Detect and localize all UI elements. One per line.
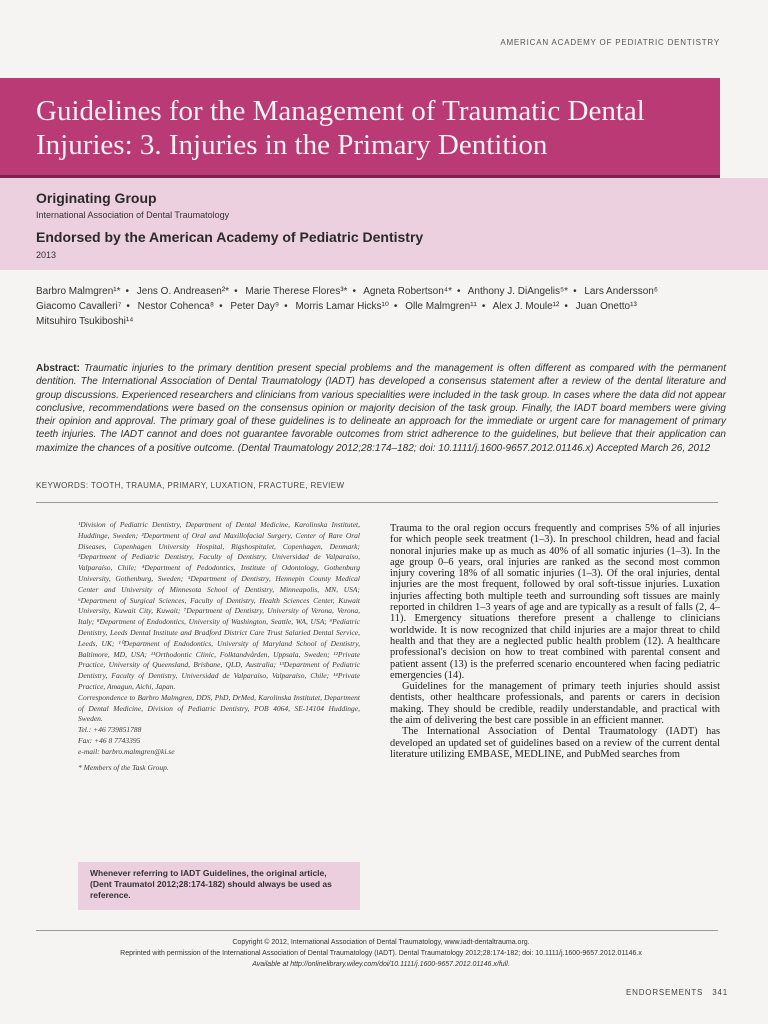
telephone: Tel.: +46 739851788 [78, 725, 142, 735]
author: Marie Therese Flores³* [245, 286, 348, 297]
title-line-1: Guidelines for the Management of Traumatic Dental [36, 95, 645, 127]
author-line-3 [36, 314, 726, 329]
originating-body: International Association of Dental Traumatology [36, 210, 230, 220]
author: Lars Andersson⁶ [584, 286, 658, 297]
author: Olle Malmgren¹¹ [405, 301, 477, 312]
author: Alex J. Moule¹² [492, 301, 560, 312]
footer-divider [36, 930, 718, 931]
reference-note: Whenever referring to IADT Guidelines, the original article, (Dent Traumatol 2012;28:174-182) should always be used as reference. [78, 862, 360, 910]
author: Juan Onetto¹³ [575, 301, 637, 312]
paragraph: The International Association of Dental Traumatology (IADT) has developed an updated set of guidelines based on a review of the current dental literature utilizing EMBASE, MEDLINE, and PubMed searches from [390, 726, 720, 760]
affiliations [78, 520, 360, 773]
title-line-2: Injuries: 3. Injuries in the Primary Dentition [36, 129, 548, 161]
fax: Fax: +46 8 7743395 [78, 735, 141, 745]
correspondence: Correspondence to Barbro Malmgren, DDS, PhD, DrMed, Karolinska Institutet, Department of Dental Medicine, Division of Pediatric Dentistry, POB 4064, SE-14104 Huddinge, Sweden. [78, 692, 360, 724]
abstract-label: Abstract: [36, 363, 80, 374]
author: Morris Lamar Hicks¹⁰ [295, 301, 389, 312]
article-body [390, 523, 720, 760]
author: Nestor Cohenca⁸ [137, 301, 215, 312]
author: Mitsuhiro Tsukiboshi¹⁴ [36, 316, 134, 327]
paragraph: Guidelines for the management of primary teeth injuries should assist dentists, other healthcare professionals, and parents or carers in decision making. They should be credible, readily understandable, and practical with the aim of delivering the best care possible in an efficient manner. [390, 681, 720, 727]
author: Giacomo Cavalleri⁷ [36, 301, 122, 312]
article-title [36, 94, 706, 162]
copyright-line: Copyright © 2012, International Association of Dental Traumatology, www.iadt-dentaltrauma.org. [232, 939, 530, 946]
keywords: KEYWORDS: TOOTH, TRAUMA, PRIMARY, LUXATION, FRACTURE, REVIEW [36, 481, 345, 490]
author: Peter Day⁹ [230, 301, 280, 312]
section-label: ENDORSEMENTS [626, 988, 704, 997]
affiliation-list: ¹Division of Pediatric Dentistry, Department of Dental Medicine, Karolinska Institutet, Huddinge, Sweden; ²Department of Oral and Maxillofacial Surgery, Center of Rare Oral Diseases, Copenhagen University Hospital, Rigshospitalet, Copenhagen, Denmark; ³Department of Pediatric Dentistry, Faculty of Dentistry, Universidad de Valparaíso, Valparaíso, Chile; ⁴Department of Pedodontics, Institute of Odontology, Gothenburg University, Gothenburg, Sweden; ⁵Department of Dentistry, Hennepin County Medical Center and University of Minnesota School of Dentistry, Minneapolis, MN, USA; ⁶Department of Surgical Sciences, Faculty of Dentistry, Health Sciences Center, Kuwait University, Kuwait City, Kuwait; ⁷Department of Dentistry, University of Verona, Verona, Italy; ⁸Department of Endodontics, University of Washington, Seattle, WA, USA; ⁹Pediatric Dentistry, Leeds Dental Institute and Bradford District Care Trust Salaried Dental Service, Leeds, UK; ¹⁰Department of Endodontics, University of Maryland School of Dentistry, Baltimore, MD, USA; ¹¹Orthodontic Clinic, Folktandvården, Uppsala, Sweden; ¹²Private Practice, University of Queensland, Brisbane, QLD, Australia; ¹³Department of Pediatric Dentistry, Faculty of Dentistry, Universidad de Valparaíso, Valparaíso, Chile; ¹⁴Private Practice, Amagun, Aichi, Japan. [78, 520, 360, 691]
author-line-1: Barbro Malmgren¹* • Jens O. Andreasen²* • Marie Therese Flores³* • Agneta Robertson⁴* • Anthony J. DiAngelis⁵* • Lars Andersson⁶ [36, 286, 658, 297]
author: Jens O. Andreasen²* [136, 286, 230, 297]
originating-heading: Originating Group [36, 190, 157, 206]
reprint-line: Reprinted with permission of the International Association of Dental Traumatology (IADT). Dental Traumatology 2012;28:174-182; doi: 10.1111/j.1600-9657.2012.01146.x [120, 950, 642, 957]
journal-header: AMERICAN ACADEMY OF PEDIATRIC DENTISTRY [500, 38, 720, 47]
title-banner [0, 78, 720, 178]
email: e-mail: barbro.malmgren@ki.se [78, 746, 175, 756]
page-number: 341 [712, 988, 728, 997]
abstract-text: Traumatic injuries to the primary dentition present special problems and the management is often different as compared with the permanent dentition. The International Association of Dental Traumatology (IADT) has developed a consensus statement after a review of the dental literature and group discussions. Experienced researchers and clinicians from various specialities were included in the task group. In cases where the data did not appear conclusive, recommendations were based on the consensus opinion or majority decision of the task group. Finally, the IADT board members were giving their opinion and approval. The primary goal of these guidelines is to delineate an approach for the immediate or urgent care for management of primary teeth injuries. The IADT cannot and does not guarantee favorable outcomes from strict adherence to the guidelines, but believe that their application can maximize the chances of a positive outcome. (Dental Traumatology 2012;28:174–182; doi: 10.1111/j.1600-9657.2012.01146.x) Accepted March 26, 2012 [36, 363, 727, 454]
page-footer [626, 988, 728, 997]
task-group-note: * Members of the Task Group. [78, 762, 169, 772]
section-divider [36, 502, 718, 503]
endorsement-year: 2013 [36, 250, 57, 260]
author-list [36, 284, 726, 329]
availability-link[interactable]: Available at http://onlinelibrary.wiley.com/doi/10.1111/j.1600-9657.2012.01146.x/full. [252, 961, 510, 968]
author: Anthony J. DiAngelis⁵* [467, 286, 569, 297]
copyright-footer [36, 937, 726, 970]
author: Agneta Robertson⁴* [363, 286, 452, 297]
originating-panel [0, 178, 768, 270]
author: Barbro Malmgren¹* [36, 286, 121, 297]
author-line-2: Giacomo Cavalleri⁷ • Nestor Cohenca⁸ • Peter Day⁹ • Morris Lamar Hicks¹⁰ • Olle Malmgren¹¹ • Alex J. Moule¹² • Juan Onetto¹³ [36, 301, 637, 312]
endorsed-heading: Endorsed by the American Academy of Pediatric Dentistry [36, 229, 424, 245]
paragraph: Trauma to the oral region occurs frequently and comprises 5% of all injuries for which people seek treatment (1–3). In preschool children, head and facial nonoral injuries make up as much as 40% of all somatic injuries (1–3). In the age group 0–6 years, oral injuries are ranked as the second most common injury covering 18% of all somatic injuries (1–3). Of the oral injuries, dental injuries are the most frequent, followed by oral soft-tissue injuries. Luxation injuries affecting both multiple teeth and surrounding soft tissues are mainly reported in children 1–3 years of age and are typically as a result of falls (2, 4–11). Emergency situations therefore present a challenge to clinicians worldwide. It is now recognized that child injuries are a major threat to child health and that they are a neglected public health problem (12). A healthcare professional's decision on how to treat combined with parental consent and patient assent (13) is the preferred scenario encountered when facing pediatric emergencies (14). [390, 523, 720, 681]
abstract [36, 362, 726, 455]
